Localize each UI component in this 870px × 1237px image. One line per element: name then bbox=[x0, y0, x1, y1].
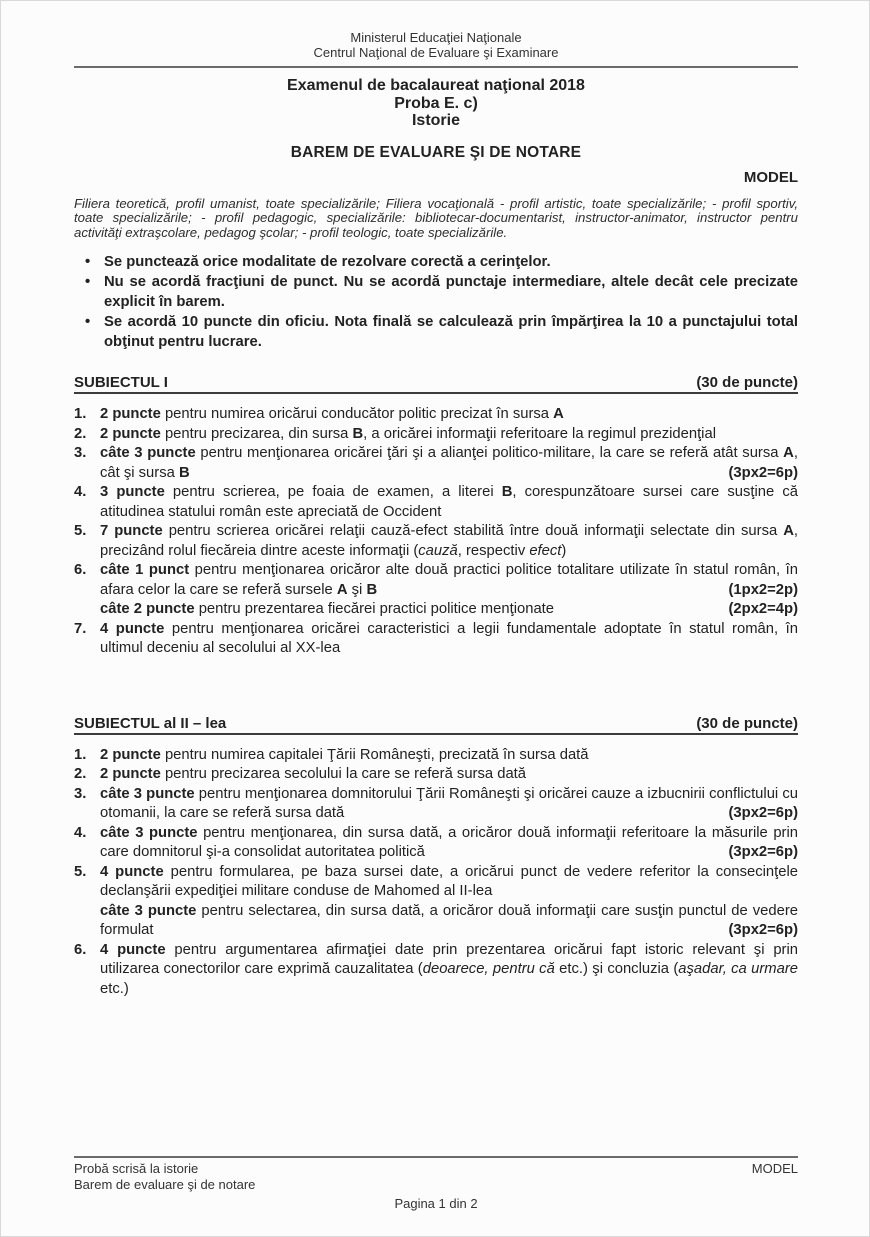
barem-item bbox=[74, 941, 798, 1000]
barem-item bbox=[74, 444, 798, 483]
text-segment: câte 3 puncte bbox=[100, 445, 196, 462]
barem-item bbox=[74, 522, 798, 561]
barem-title: BAREM DE EVALUARE ŞI DE NOTARE bbox=[290, 143, 582, 161]
text-segment: pentru numirea oricărui conducător politic precizat în sursa bbox=[160, 406, 554, 423]
text-segment: , respectiv bbox=[457, 542, 530, 559]
text-segment: 2 puncte bbox=[100, 766, 161, 783]
section-points: (30 de puncte) bbox=[696, 714, 798, 732]
item-paragraph bbox=[100, 941, 798, 1000]
item-paragraph bbox=[100, 444, 798, 483]
exam-section bbox=[74, 715, 798, 1000]
score-label: (3px2=6p) bbox=[728, 844, 798, 861]
text-segment: 4 puncte bbox=[100, 620, 165, 637]
bullet-icon: • bbox=[85, 314, 91, 331]
item-body bbox=[100, 522, 798, 561]
text-segment: B bbox=[366, 581, 378, 598]
header-divider bbox=[74, 66, 798, 68]
score-label: (2px2=4p) bbox=[728, 601, 798, 618]
item-number: 3. bbox=[74, 445, 87, 462]
barem-item bbox=[74, 483, 798, 522]
item-number: 3. bbox=[74, 785, 87, 802]
item-number: 5. bbox=[74, 523, 87, 540]
item-body bbox=[100, 863, 798, 941]
ministry-name: Ministerul Educaţiei Naţionale bbox=[350, 30, 522, 45]
text-segment: 2 puncte bbox=[100, 746, 161, 763]
page-number: Pagina 1 din 2 bbox=[394, 1196, 478, 1211]
rule-item bbox=[74, 312, 798, 352]
text-segment: B bbox=[352, 425, 364, 442]
rule-item bbox=[74, 252, 798, 272]
text-segment: etc.) bbox=[100, 980, 129, 997]
item-paragraph bbox=[100, 746, 798, 766]
text-segment: B bbox=[501, 484, 513, 501]
score-label: (1px2=2p) bbox=[728, 581, 798, 598]
model-label: MODEL bbox=[743, 168, 798, 186]
item-body bbox=[100, 620, 798, 659]
text-segment: 2 puncte bbox=[100, 406, 161, 423]
item-body bbox=[100, 444, 798, 483]
text-segment: pentru prezentarea fiecărei practici politice menţionate bbox=[194, 601, 555, 618]
item-number: 5. bbox=[74, 863, 87, 880]
item-body bbox=[100, 405, 798, 425]
text-segment: 7 puncte bbox=[100, 523, 163, 540]
barem-item bbox=[74, 561, 798, 620]
bullet-icon: • bbox=[85, 274, 91, 291]
item-number: 7. bbox=[74, 620, 87, 637]
item-paragraph bbox=[100, 425, 798, 445]
barem-item bbox=[74, 785, 798, 824]
text-segment: ) bbox=[561, 542, 567, 559]
rule-item bbox=[74, 272, 798, 312]
item-paragraph bbox=[100, 561, 798, 600]
exam-section bbox=[74, 374, 798, 659]
item-body bbox=[100, 561, 798, 620]
item-number: 2. bbox=[74, 425, 87, 442]
score-label: (3px2=6p) bbox=[728, 805, 798, 822]
footer-proba-label: Probă scrisă la istorie bbox=[74, 1161, 199, 1176]
item-number: 1. bbox=[74, 406, 87, 423]
text-segment: pentru formularea, pe baza sursei date, a oricărui punct de vedere referitor la consecinţele declanşării expediţiei militare conduse de Mahomed al II-lea bbox=[100, 863, 799, 900]
footer-barem-label: Barem de evaluare şi de notare bbox=[74, 1177, 256, 1192]
item-paragraph bbox=[100, 405, 798, 425]
item-paragraph bbox=[100, 765, 798, 785]
barem-item bbox=[74, 620, 798, 659]
text-segment: 4 puncte bbox=[100, 941, 166, 958]
text-segment: pentru argumentarea afirmaţiei date prin prezentarea oricărui fapt istoric relevant şi prin utilizarea conectorilor care exprimă cauzalitatea ( bbox=[100, 941, 798, 978]
text-segment: pentru menţionarea oricărei caracteristici a legii fundamentale adoptate în statul român, în ultimul deceniu al secolului al XX-lea bbox=[100, 620, 799, 657]
text-segment: , cât şi sursa bbox=[100, 445, 798, 481]
rule-text: Se punctează orice modalitate de rezolvare corectă a cerinţelor. bbox=[104, 254, 551, 271]
section-items bbox=[74, 746, 798, 1000]
text-segment: câte 2 puncte bbox=[100, 601, 195, 618]
page-footer bbox=[74, 1156, 798, 1212]
text-segment: pentru precizarea, din sursa bbox=[160, 425, 353, 442]
text-segment: pentru precizarea secolului la care se referă sursa dată bbox=[160, 766, 527, 783]
footer-model-label: MODEL bbox=[751, 1161, 798, 1176]
item-body bbox=[100, 765, 798, 785]
text-segment: pentru menţionarea, din sursa dată, a oricăror două informaţii referitoare la măsurile prin care domnitorul şi-a consolidat autoritatea politică bbox=[100, 824, 798, 861]
footer-left-block bbox=[74, 1161, 255, 1193]
item-body bbox=[100, 425, 798, 445]
text-segment: câte 1 punct bbox=[100, 562, 190, 579]
text-segment: aşadar, ca urmare bbox=[678, 961, 798, 978]
text-segment: 3 puncte bbox=[100, 484, 165, 501]
score-label: (3px2=6p) bbox=[728, 464, 798, 481]
text-segment: A bbox=[783, 445, 794, 462]
item-body bbox=[100, 941, 798, 1000]
item-body bbox=[100, 746, 798, 766]
item-number: 4. bbox=[74, 484, 87, 501]
text-segment: 2 puncte bbox=[100, 425, 161, 442]
text-segment: pentru selectarea, din sursa dată, a oricăror două informaţii care susţin punctul de vedere formulat bbox=[100, 902, 798, 939]
item-number: 6. bbox=[74, 562, 87, 579]
item-body bbox=[100, 785, 798, 824]
text-segment: pentru numirea capitalei Ţării Româneşti, precizată în sursa dată bbox=[160, 746, 589, 763]
section-title: SUBIECTUL I bbox=[74, 374, 168, 392]
sections-container bbox=[74, 374, 798, 999]
text-segment: A bbox=[783, 523, 794, 540]
text-segment: câte 3 puncte bbox=[100, 824, 198, 841]
rules-list bbox=[74, 252, 798, 352]
text-segment: pentru menţionarea domnitorului Ţării Româneşti şi oricărei cauze a izbucnirii conflictului cu otomanii, la care se referă sursa dată bbox=[100, 785, 798, 822]
score-label: (3px2=6p) bbox=[728, 922, 798, 939]
filiera-note: Filiera teoretică, profil umanist, toate specializările; Filiera vocaţională - profil artistic, toate specializările; - profil sportiv, toate specializările; - profil pedagogic, specializările: bibliotecar-documentarist, instructor-animator, instructor pentru activităţi extraşcolare, pedagog şcolar; - profil teologic, toate specializările. bbox=[74, 195, 798, 240]
text-segment: şi bbox=[347, 581, 367, 598]
item-paragraph bbox=[100, 483, 798, 522]
text-segment: A bbox=[336, 581, 348, 598]
exam-subject: Istorie bbox=[411, 112, 460, 129]
title-block bbox=[74, 77, 798, 130]
exam-proba: Proba E. c) bbox=[394, 94, 478, 112]
text-segment: , precizând rolul fiecăreia dintre aceste informaţii ( bbox=[100, 523, 799, 559]
item-paragraph bbox=[100, 785, 798, 824]
text-segment: , corespunzătoare sursei care susţine că atitudinea statului român este apreciată de Occident bbox=[100, 484, 798, 520]
section-points: (30 de puncte) bbox=[696, 374, 798, 392]
barem-item bbox=[74, 405, 798, 425]
barem-item bbox=[74, 863, 798, 941]
section-items bbox=[74, 405, 798, 659]
text-segment: B bbox=[178, 464, 190, 481]
item-number: 1. bbox=[74, 746, 87, 763]
barem-item bbox=[74, 425, 798, 445]
text-segment: A bbox=[553, 406, 564, 423]
section-heading bbox=[74, 715, 798, 735]
text-segment: etc.) şi concluzia ( bbox=[554, 961, 679, 978]
item-paragraph bbox=[100, 902, 798, 941]
text-segment: câte 3 puncte bbox=[100, 902, 197, 919]
bullet-icon: • bbox=[85, 254, 91, 271]
barem-item bbox=[74, 824, 798, 863]
barem-item bbox=[74, 746, 798, 766]
item-paragraph bbox=[100, 824, 798, 863]
item-body bbox=[100, 483, 798, 522]
exam-title: Examenul de bacalaureat naţional 2018 bbox=[287, 77, 585, 94]
text-segment: cauză bbox=[418, 542, 458, 559]
item-number: 4. bbox=[74, 824, 87, 841]
text-segment: 4 puncte bbox=[100, 863, 164, 880]
section-title: SUBIECTUL al II – lea bbox=[74, 714, 227, 732]
text-segment: pentru scrierea oricărei relaţii cauză-efect stabilită între două informaţii selectate din sursa bbox=[162, 523, 784, 540]
ministry-header bbox=[74, 30, 798, 60]
item-paragraph bbox=[100, 600, 798, 620]
item-number: 2. bbox=[74, 766, 87, 783]
footer-row bbox=[74, 1158, 798, 1193]
text-segment: , a oricărei informaţii referitoare la regimul prezidenţial bbox=[363, 425, 716, 442]
rule-text: Se acordă 10 puncte din oficiu. Nota finală se calculează prin împărţirea la 10 a punctajului total obţinut pentru lucrare. bbox=[104, 314, 798, 351]
text-segment: pentru scrierea, pe foaia de examen, a literei bbox=[164, 484, 502, 501]
item-body bbox=[100, 824, 798, 863]
evaluation-center-name: Centrul Naţional de Evaluare şi Examinare bbox=[313, 45, 559, 60]
item-paragraph bbox=[100, 863, 798, 902]
item-paragraph bbox=[100, 620, 798, 659]
text-segment: pentru menţionarea oricăror alte două practici politice totalitare utilizate în statul român, în afara celor la care se referă sursele bbox=[100, 562, 798, 598]
text-segment: câte 3 puncte bbox=[100, 785, 195, 802]
barem-item bbox=[74, 765, 798, 785]
text-segment: pentru menţionarea oricărei ţări şi a alianţei politico-militare, la care se referă atât sursa bbox=[195, 445, 784, 462]
rule-text: Nu se acordă fracţiuni de punct. Nu se acordă punctaje intermediare, altele decât cele precizate explicit în barem. bbox=[104, 274, 798, 311]
text-segment: deoarece, pentru că bbox=[422, 961, 555, 978]
item-paragraph bbox=[100, 522, 798, 561]
item-number: 6. bbox=[74, 941, 87, 958]
section-heading bbox=[74, 374, 798, 394]
text-segment: efect bbox=[529, 542, 562, 559]
